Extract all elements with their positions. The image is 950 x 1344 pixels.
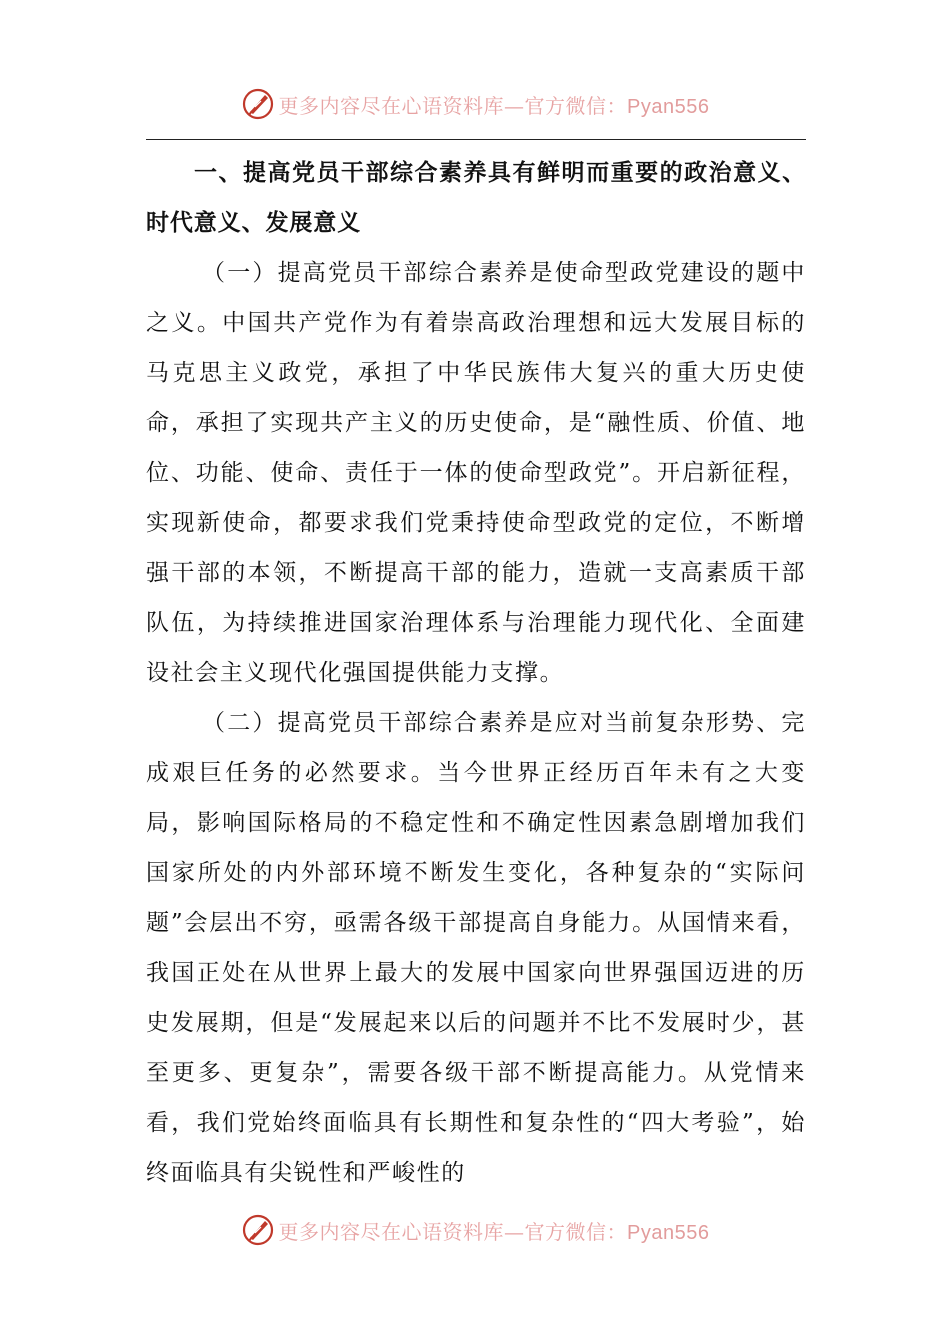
header-divider — [146, 139, 806, 140]
quill-pen-logo-icon — [241, 1213, 275, 1247]
header-banner-cn: 更多内容尽在心语资料库—官方微信： — [278, 93, 628, 118]
paragraph-1: （一）提高党员干部综合素养是使命型政党建设的题中之义。中国共产党作为有着崇高政治理想和远大发展目标的马克思主义政党，承担了中华民族伟大复兴的重大历史使命，承担了实现共产主义的历史使命，是“融性质、价值、地位、功能、使命、责任于一体的使命型政党”。开启新征程，实现新使命，都要求我们党秉持使命型政党的定位，不断增强干部的本领，不断提高干部的能力，造就一支高素质干部队伍，为持续推进国家治理体系与治理能力现代化、全面建设社会主义现代化强国提供能力支撑。 — [146, 260, 806, 686]
footer-banner-cn: 更多内容尽在心语资料库—官方微信： — [278, 1219, 628, 1244]
header-watermark-banner — [0, 84, 950, 124]
document-body — [146, 148, 806, 1198]
header-banner-id: Pyan556 — [627, 95, 710, 118]
footer-watermark-banner — [0, 1210, 950, 1250]
quill-pen-logo-icon — [241, 87, 275, 121]
paragraph-2: （二）提高党员干部综合素养是应对当前复杂形势、完成艰巨任务的必然要求。当今世界正经历百年未有之大变局，影响国际格局的不稳定性和不确定性因素急剧增加我们国家所处的内外部环境不断发生变化，各种复杂的“实际问题”会层出不穷，亟需各级干部提高自身能力。从国情来看，我国正处在从世界上最大的发展中国家向世界强国迈进的历史发展期，但是“发展起来以后的问题并不比不发展时少，甚至更多、更复杂”，需要各级干部不断提高能力。从党情来看，我们党始终面临具有长期性和复杂性的“四大考验”，始终面临具有尖锐性和严峻性的 — [146, 710, 806, 1186]
header-watermark-text — [279, 90, 710, 119]
section-heading: 一、提高党员干部综合素养具有鲜明而重要的政治意义、时代意义、发展意义 — [146, 160, 806, 236]
footer-watermark-text — [279, 1216, 710, 1245]
footer-banner-id: Pyan556 — [627, 1221, 710, 1244]
